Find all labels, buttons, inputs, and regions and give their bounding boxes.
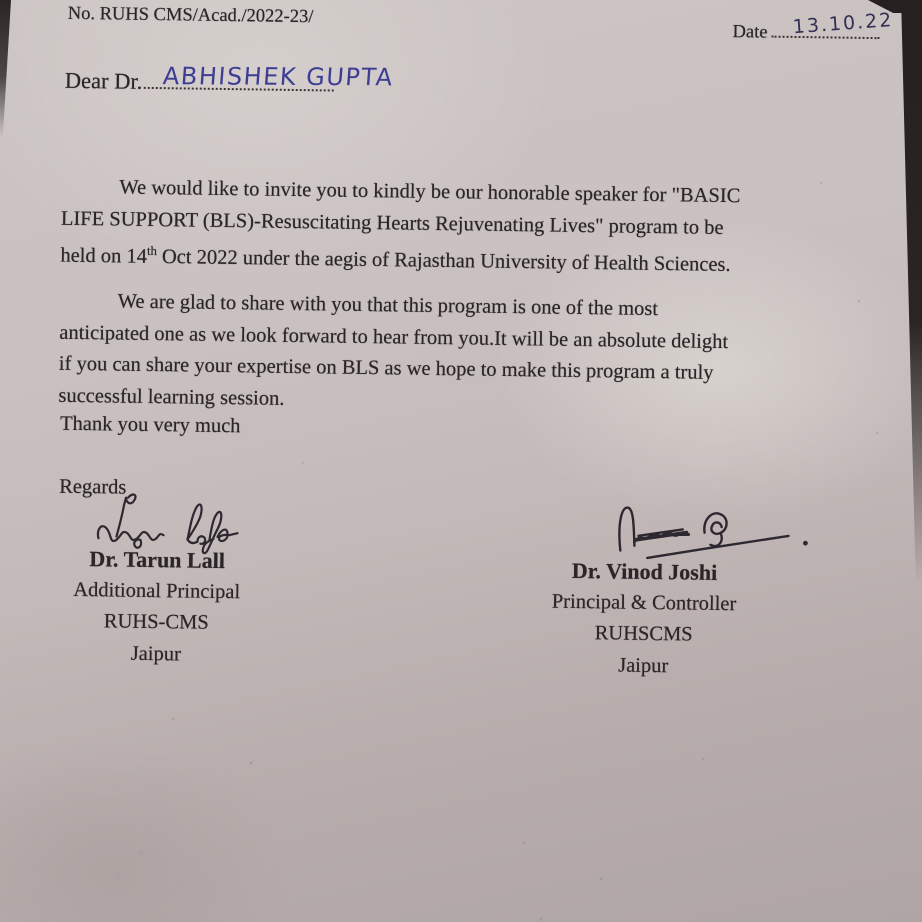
paragraph-invitation [60,172,909,284]
para2-line2: anticipated one as we look forward to hear from you.It will be an absolute delight [59,321,729,353]
thank-you-line: Thank you very much [59,412,241,438]
salutation [64,62,395,98]
signatory-right-title: Principal & Controller [551,590,737,615]
date-block [732,8,894,45]
para2-line3: if you can share your expertise on BLS as we hope to make this program a truly [58,352,714,384]
signatory-block-right [511,554,778,684]
para1-line3-superscript: th [146,243,158,259]
para1-line1: We would like to invite you to kindly be our honorable speaker for "BASIC [119,176,741,208]
date-label: Date [732,22,768,43]
signatory-left-name: Dr. Tarun Lall [89,546,226,574]
date-handwritten-value: 13.10.22 [792,8,894,39]
signatory-left-title: Additional Principal [73,578,241,603]
signatory-block-left [26,542,288,672]
signatory-left-city: Jaipur [130,642,182,665]
paragraph-anticipation [58,286,908,424]
signatory-right-name: Dr. Vinod Joshi [571,557,718,585]
signatory-right-org: RUHSCMS [594,622,693,646]
para2-line1: We are glad to share with you that this program is one of the most [117,290,659,321]
recipient-name-handwritten: ABHISHEK GUPTA [161,62,395,92]
para2-line4: successful learning session. [58,384,285,410]
salutation-prefix: Dear Dr. [64,67,143,94]
signatory-left-org: RUHS-CMS [103,610,209,634]
para1-line3-pre: held on 14 [60,244,148,268]
signatory-right-city: Jaipur [618,654,669,677]
reference-number: No. RUHS CMS/Acad./2022-23/ [67,3,314,28]
para1-line3-post: Oct 2022 under the aegis of Rajasthan University of Health Sciences. [156,245,731,276]
regards-line: Regards [59,475,127,499]
para1-line2: LIFE SUPPORT (BLS)-Resuscitating Hearts Rejuvenating Lives" program to be [60,207,724,239]
